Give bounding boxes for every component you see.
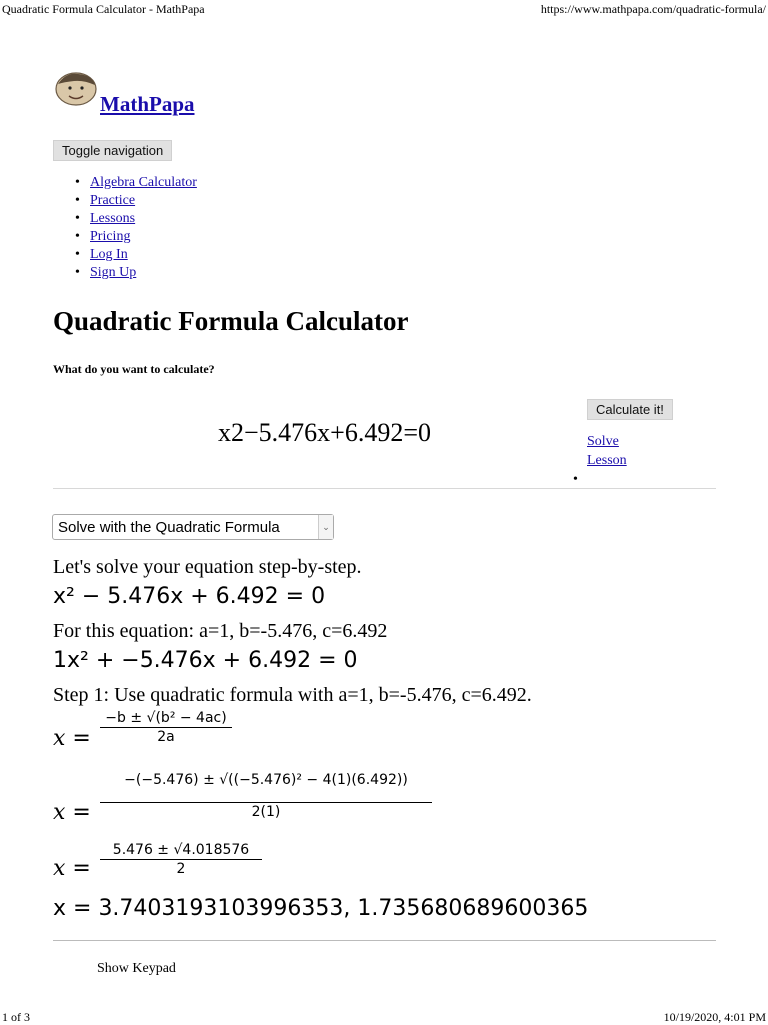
page-url-header: https://www.mathpapa.com/quadratic-formula/ xyxy=(540,2,766,16)
solution-intro: Let's solve your equation step-by-step. xyxy=(53,556,362,578)
formula-denominator: 2a xyxy=(157,729,175,745)
standard-form: 1x² + −5.476x + 6.492 = 0 xyxy=(53,648,358,673)
show-keypad-link[interactable]: Show Keypad xyxy=(97,961,176,976)
substituted-fraction xyxy=(100,772,432,820)
calculate-question: What do you want to calculate? xyxy=(53,362,215,376)
formula-x-equals: x = xyxy=(53,726,91,751)
brand-link[interactable]: MathPapa xyxy=(100,92,195,116)
divider xyxy=(53,488,716,489)
method-select-value: Solve with the Quadratic Formula xyxy=(58,519,280,536)
page-heading: Quadratic Formula Calculator xyxy=(53,306,409,336)
toggle-navigation-button[interactable]: Toggle navigation xyxy=(53,140,172,161)
nav-link-log-in[interactable]: Log In xyxy=(90,247,128,262)
solve-link[interactable]: Solve xyxy=(587,434,619,449)
nav-link-pricing[interactable]: Pricing xyxy=(90,229,131,244)
step-1-text: Step 1: Use quadratic formula with a=1, b=-5.476, c=6.492. xyxy=(53,684,532,706)
simplified-denominator: 2 xyxy=(176,861,186,877)
mascot-logo-icon xyxy=(54,70,98,106)
nav-item xyxy=(70,228,197,246)
bullet-dot: • xyxy=(573,472,578,487)
coefficients-text: For this equation: a=1, b=-5.476, c=6.492 xyxy=(53,620,388,642)
nav-item xyxy=(70,174,197,192)
lesson-link[interactable]: Lesson xyxy=(587,453,627,468)
nav-list xyxy=(70,174,197,282)
nav-link-sign-up[interactable]: Sign Up xyxy=(90,265,137,280)
final-result: x = 3.7403193103996353, 1.735680689600365 xyxy=(53,896,589,921)
nav-item xyxy=(70,264,197,282)
chevron-down-icon: ⌄ xyxy=(318,515,333,539)
page-count-footer: 1 of 3 xyxy=(2,1010,30,1024)
quadratic-formula-fraction xyxy=(100,710,232,745)
nav-link-algebra-calculator[interactable]: Algebra Calculator xyxy=(90,175,197,190)
nav-item xyxy=(70,210,197,228)
equation-input-value: x2−5.476x+6.492=0 xyxy=(218,418,431,447)
solution-equation: x² − 5.476x + 6.492 = 0 xyxy=(53,584,326,609)
formula-numerator: −b ± √(b² − 4ac) xyxy=(105,710,227,726)
nav-item xyxy=(70,246,197,264)
calculate-button[interactable]: Calculate it! xyxy=(587,399,673,420)
substituted-x-equals: x = xyxy=(53,800,91,825)
simplified-x-equals: x = xyxy=(53,856,91,881)
simplified-fraction xyxy=(100,842,262,877)
page-title-header: Quadratic Formula Calculator - MathPapa xyxy=(2,2,205,16)
substituted-denominator: 2(1) xyxy=(251,804,281,820)
simplified-numerator: 5.476 ± √4.018576 xyxy=(112,842,250,858)
divider xyxy=(53,940,716,941)
nav-item xyxy=(70,192,197,210)
method-select[interactable] xyxy=(52,514,334,540)
equation-input[interactable] xyxy=(218,418,431,448)
nav-link-lessons[interactable]: Lessons xyxy=(90,211,136,226)
nav-link-practice[interactable]: Practice xyxy=(90,193,136,208)
substituted-numerator: −(−5.476) ± √((−5.476)² − 4(1)(6.492)) xyxy=(124,772,408,788)
datetime-footer: 10/19/2020, 4:01 PM xyxy=(663,1010,766,1024)
